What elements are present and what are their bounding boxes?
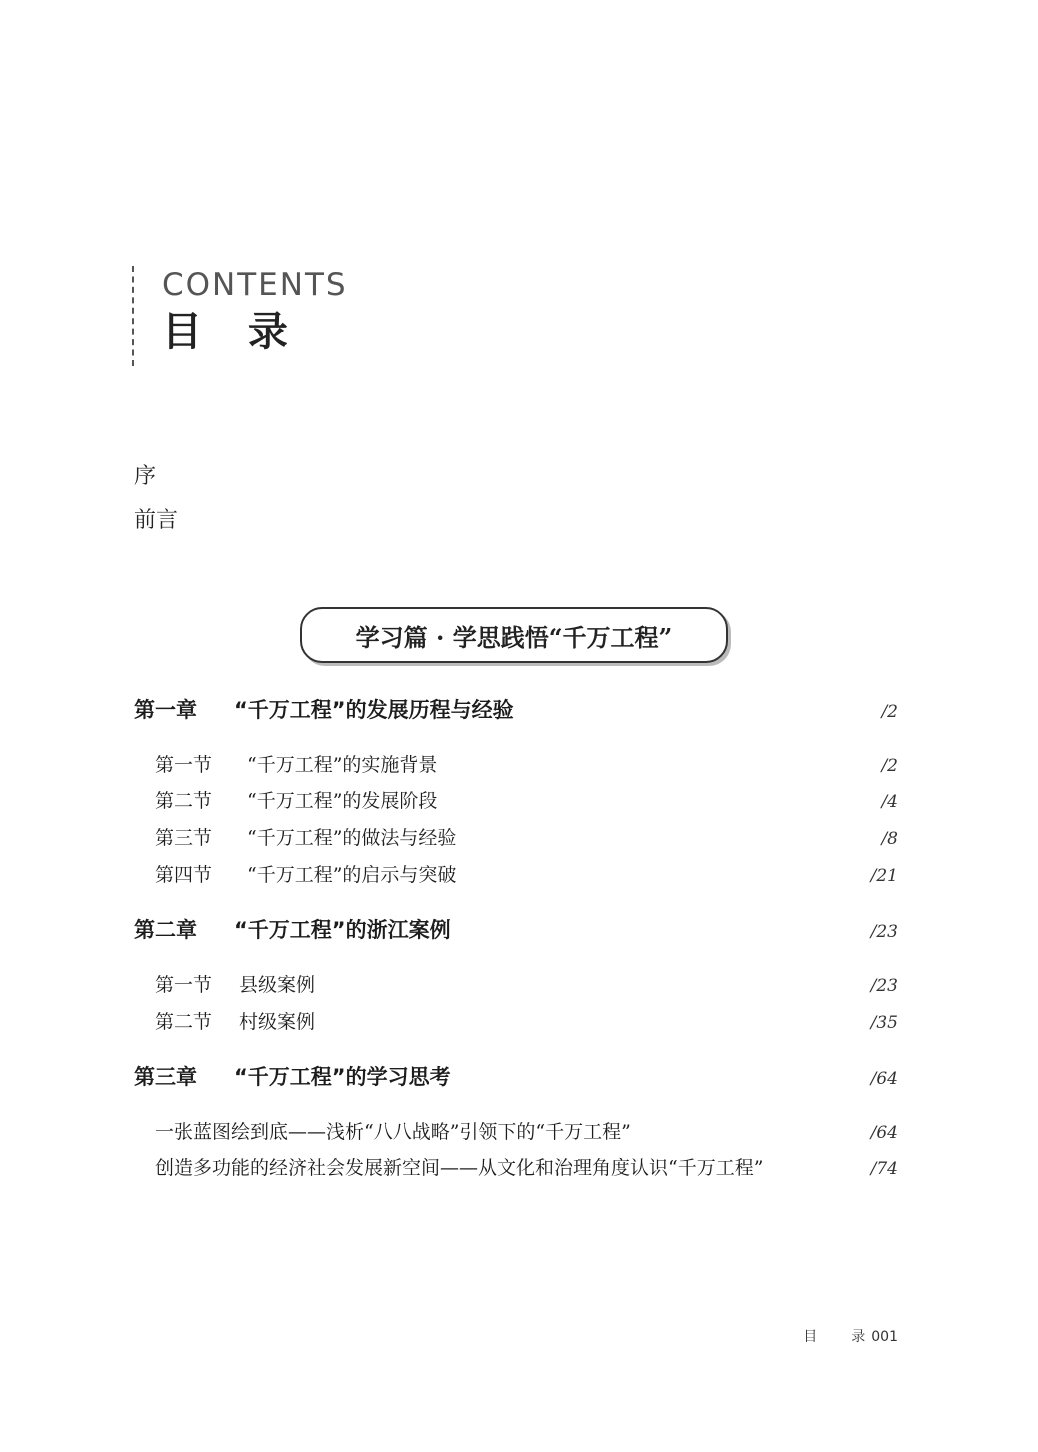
toc-section-2-1[interactable]: [155, 976, 898, 995]
section-label: 第二节: [155, 790, 213, 812]
chapter-title: “千万工程”的学习思考: [234, 1065, 451, 1089]
section-title: “千万工程”的实施背景: [247, 754, 438, 776]
toc-section-1-3[interactable]: [155, 829, 898, 848]
page-footer: [803, 1326, 898, 1346]
part-banner-title: 学习篇 · 学思践悟“千万工程”: [355, 622, 673, 652]
toc-section-2-2[interactable]: [155, 1013, 898, 1032]
toc-section-1-1[interactable]: [155, 756, 898, 775]
chapter-label: 第一章: [134, 698, 197, 722]
page-number: /4: [881, 792, 898, 812]
front-matter-foreword[interactable]: 前言: [134, 508, 179, 533]
footer-page-number: 001: [871, 1329, 898, 1345]
chapter-label: 第三章: [134, 1065, 197, 1089]
page-number: /21: [870, 866, 898, 886]
toc-section-1-2[interactable]: [155, 792, 898, 811]
page-number: /2: [881, 756, 898, 776]
page-number: /64: [870, 1069, 898, 1089]
chapter-title: “千万工程”的浙江案例: [234, 918, 451, 942]
front-matter-preface[interactable]: 序: [134, 464, 157, 489]
toc-chapter-1[interactable]: [134, 700, 898, 721]
toc-article-3-2[interactable]: [155, 1159, 898, 1178]
page-number: /64: [870, 1123, 898, 1143]
page-number: /35: [870, 1013, 898, 1033]
section-title: 县级案例: [239, 974, 316, 996]
toc-chapter-2[interactable]: [134, 920, 898, 941]
section-title: 村级案例: [239, 1011, 316, 1033]
section-title: “千万工程”的启示与突破: [247, 864, 457, 886]
section-label: 第二节: [155, 1011, 213, 1033]
section-title: “千万工程”的发展阶段: [247, 790, 438, 812]
page-number: /8: [881, 829, 898, 849]
page-number: /74: [870, 1159, 898, 1179]
heading-english: CONTENTS: [162, 267, 348, 303]
section-label: 第一节: [155, 754, 213, 776]
footer-label-b: 录: [851, 1329, 866, 1345]
heading-chinese: 目 录: [162, 309, 304, 355]
section-label: 第四节: [155, 864, 213, 886]
page-number: /23: [870, 976, 898, 996]
part-banner: [300, 607, 728, 663]
section-title: “千万工程”的做法与经验: [247, 827, 457, 849]
toc-section-1-4[interactable]: [155, 866, 898, 885]
section-label: 第一节: [155, 974, 213, 996]
heading-rule: [132, 266, 134, 366]
toc-article-3-1[interactable]: [155, 1123, 898, 1142]
chapter-title: “千万工程”的发展历程与经验: [234, 698, 514, 722]
toc-chapter-3[interactable]: [134, 1067, 898, 1088]
section-label: 第三节: [155, 827, 213, 849]
page-number: /23: [870, 922, 898, 942]
article-title: 创造多功能的经济社会发展新空间——从文化和治理角度认识“千万工程”: [155, 1157, 764, 1179]
page-number: /2: [881, 702, 898, 722]
article-title: 一张蓝图绘到底——浅析“八八战略”引领下的“千万工程”: [155, 1121, 631, 1143]
chapter-label: 第二章: [134, 918, 197, 942]
footer-label-a: 目: [803, 1329, 818, 1345]
